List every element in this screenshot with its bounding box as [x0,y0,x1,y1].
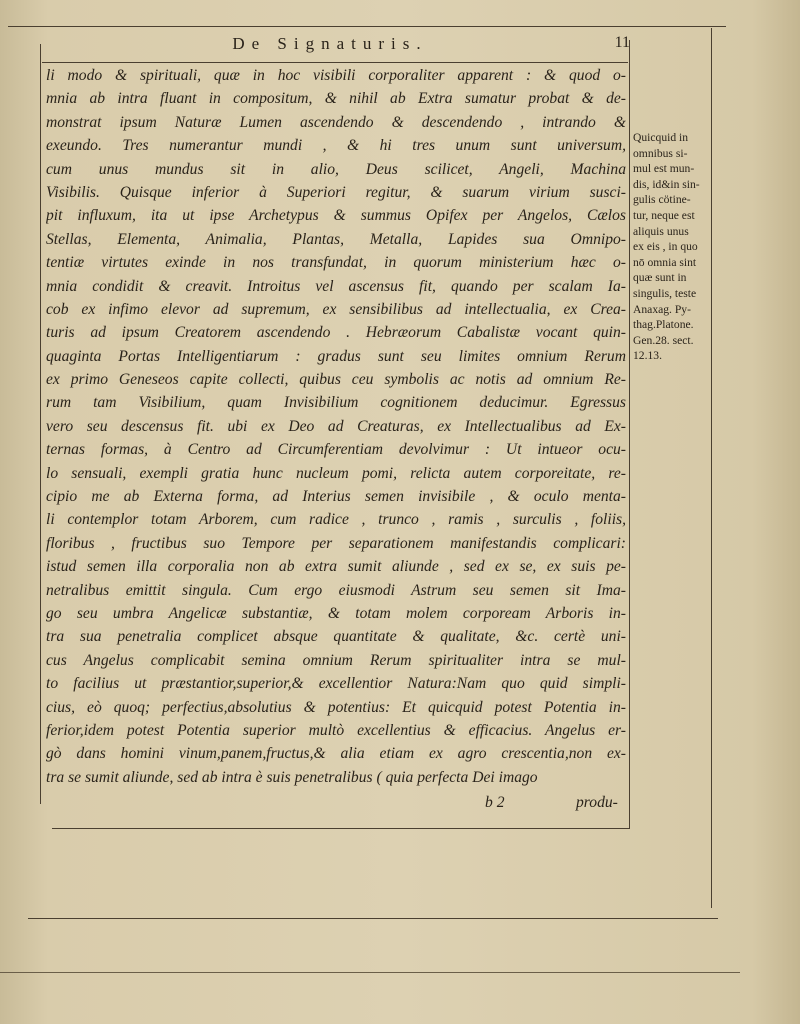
marginal-note-line: nō omnia sint [633,255,697,269]
outer-frame-bottom-rule [28,918,718,919]
marginal-note-line: quæ sunt in [633,271,687,285]
marginal-note-line: Anaxag. Py- [633,302,691,316]
body-text [46,64,626,789]
signature-mark: b 2 [485,794,505,811]
text-line: cob ex infimo elevor ad supremum, ex sensibilibus ad intellectualia, ex Crea- [46,300,626,318]
text-line: tra se sumit aliunde, sed ab intra è suis penetralibus ( quia perfecta Dei imago [46,768,538,786]
text-box-left-rule [40,44,41,804]
marginal-note-line: singulis, teste [633,286,697,300]
text-line: floribus , fructibus suo Tempore per separationem manifestandis complicari: [46,534,626,552]
marginal-note-line: gulis cötine- [633,193,691,207]
marginal-note [633,130,713,364]
text-line: go seu umbra Angelicæ substantiæ, & totam molem corpoream Arboris in- [46,604,626,622]
text-line: turis ad ipsum Creatorem ascendendo . Hebræorum Cabalistæ vocant quin- [46,324,626,342]
marginal-note-line: 12.13. [633,349,662,363]
marginal-note-line: mul est mun- [633,162,695,176]
text-line: ex primo Geneseos capite collecti, quibus ceu symbolis ac notis ad omnium Re- [46,371,626,389]
text-line: cipio me ab Externa forma, ad Interius semen invisibile , & oculo menta- [46,488,626,506]
marginal-note-line: omnibus si- [633,146,688,160]
marginal-note-line: tur, neque est [633,208,695,222]
text-line: cus Angelus complicabit semina omnium Rerum spiritualiter intra se mul- [46,651,626,669]
text-line: vero seu descensus fit. ubi ex Deo ad Creaturas, ex Intellectualibus ad Ex- [46,417,626,435]
text-box-bottom-rule [52,828,630,829]
outer-frame-top-rule [8,26,726,27]
text-line: li modo & spirituali, quæ in hoc visibili corporaliter apparent : & quod o- [46,67,626,84]
text-line: cius, eò quoq; perfectius,absolutius & potentius: Et quicquid potest Potentia in- [46,698,626,716]
marginal-note-line: Gen.28. sect. [633,333,694,347]
text-line: tra sua penetralia complicet absque quantitate & qualitate, &c. certè uni- [46,628,626,646]
text-line: tentiæ virtutes exinde in nos transfundat, in quorum ministerium hæc o- [46,254,626,272]
text-line: Stellas, Elementa, Animalia, Plantas, Metalla, Lapides sua Omnipo- [46,230,626,248]
text-line: mnia condidit & creavit. Introitus vel ascensus fit, quando per scalam Ia- [46,277,626,295]
text-line: exeundo. Tres numerantur mundi , & hi tres unum sunt universum, [46,137,626,155]
lower-edge-rule [0,972,740,973]
text-line: mnia ab intra fluant in compositum, & nihil ab Extra sumatur probat & de- [46,90,626,108]
catchword: produ- [576,794,618,811]
text-line: istud semen illa corporalia non ab extra sumit aliunde , sed ex se, ex suis pe- [46,558,626,576]
text-line: ternas formas, à Centro ad Circumferentiam devolvimur : Ut intueor ocu- [46,441,626,459]
marginal-note-line: ex eis , in quo [633,240,698,254]
text-line: quaginta Portas Intelligentiarum : gradus sunt seu limites omnium Rerum [46,347,626,365]
header-rule [42,62,628,63]
text-line: lo sensuali, exempli gratia hunc nucleum pomi, relicta autem corporeitate, re- [46,464,626,482]
marginal-note-line: Quicquid in [633,131,689,144]
text-line: cum unus mundus sit in alio, Deus scilicet, Angeli, Machina [46,160,626,178]
text-line: gò dans homini vinum,panem,fructus,& alia etiam ex agro crescentia,non ex- [46,745,626,763]
text-line: pit influxum, ita ut ipse Archetypus & summus Opifex per Angelos, Cælos [46,207,626,225]
text-line: monstrat ipsum Naturæ Lumen ascendendo & descendendo , intrando & [46,113,626,131]
running-head: De Signaturis. [232,34,428,53]
marginal-note-line: aliquis unus [633,224,689,238]
text-line: li contemplor totam Arborem, cum radice , trunco , ramis , surculis , foliis, [46,511,626,529]
marginal-note-line: thag.Platone. [633,318,694,332]
text-line: netralibus emittit singula. Cum ergo eiusmodi Astrum seu semen sit Ima- [46,581,626,599]
marginal-note-line: dis, id&in sin- [633,177,700,191]
text-line: Visibilis. Quisque inferior à Superiori regitur, & suarum virium susci- [46,183,626,201]
text-line: to facilius ut præstantior,superior,& excellentior Natura:Nam quo quid simpli- [46,675,626,693]
text-box-right-rule [629,40,630,828]
page-number: 11 [614,34,630,51]
text-line: rum tam Visibilium, quam Invisibilium cognitionem deducimur. Egressus [46,394,626,412]
text-line: ferior,idem potest Potentia superior multò excellentius & efficacius. Angelus er- [46,721,626,739]
